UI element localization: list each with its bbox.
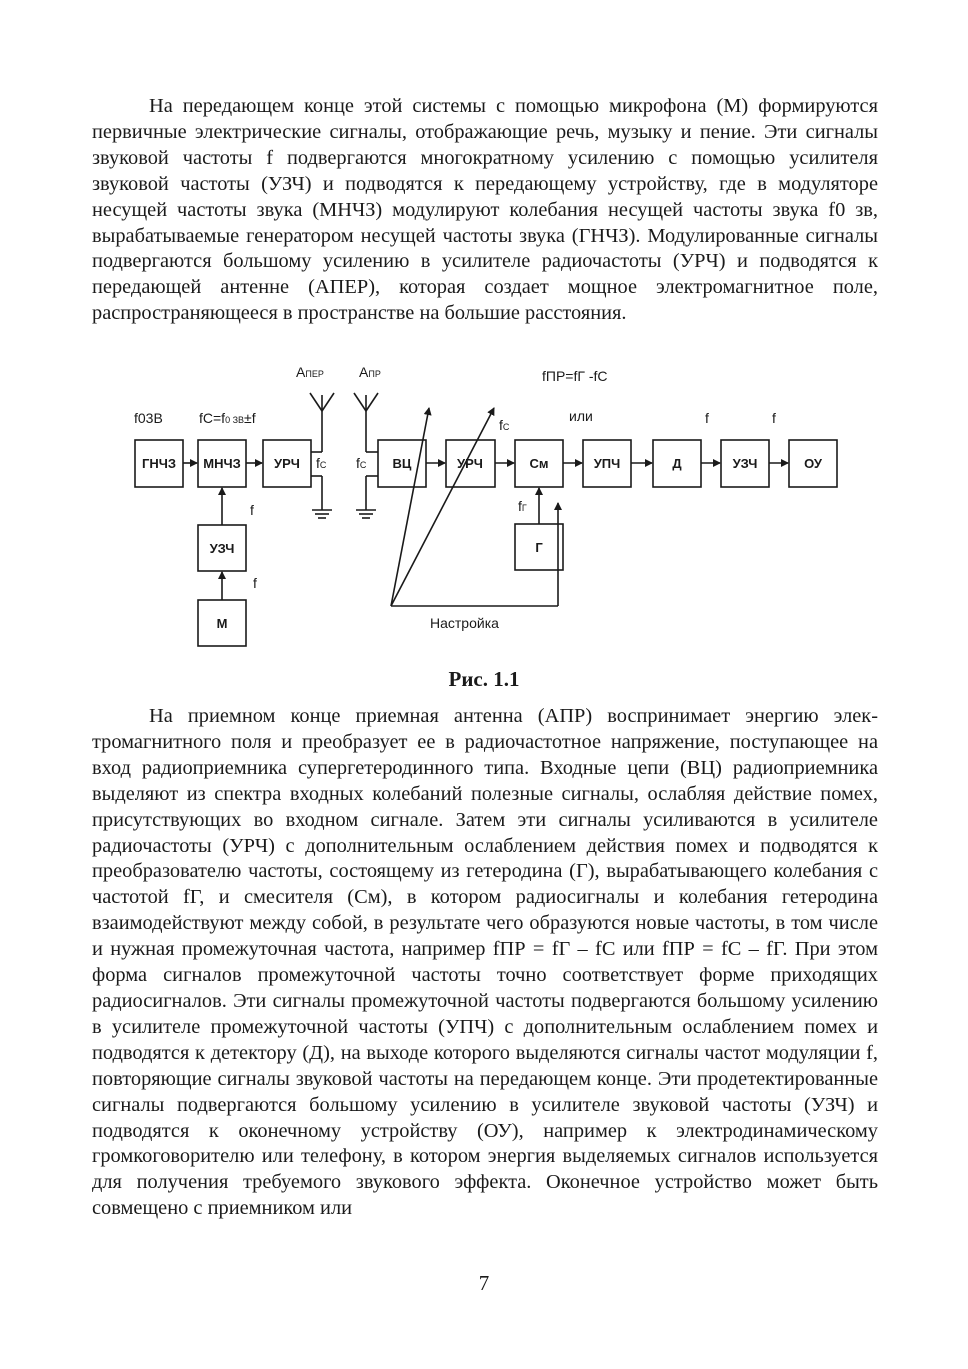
page-number: 7 xyxy=(478,1271,490,1295)
label-fc-formula: fC=f0 ЗВ±f xyxy=(199,410,256,426)
label-ou: ОУ xyxy=(804,456,822,471)
label-urch-rx: УРЧ xyxy=(457,456,483,471)
label-fc-tx: fC xyxy=(316,455,327,471)
paragraph-2-text: На приемном конце приемная антенна (АПР) воспринимает энергию электромагнитного поля и преобразует ее в радиочастотное напряжение, поступающее на вход радиоприемника супергетеродинного типа. Входные цепи (ВЦ) радиоприемника выделяют из спектра входных колебаний полезные сигналы, ослабляя действие помех, присутствующих во входном сигнале. Затем эти сигналы усиливаются в усилителе радиочастоты (УРЧ) с дополнительным ослаблением действия помех и подводятся к преобразователю частоты, состоящему из гетеродина (Г), вырабатывающего колебания с частотой fГ, и смесителя (См), в котором радиосигналы и колебания гетеродина взаимодействуют между собой, в результате чего образуются новые частоты, в том числе и нужная промежуточная частота, например fПР = fГ – fС или fПР = fС – fГ. При этом форма сигналов промежуточной частоты точно соответствует форме приходящих радиосигналов. Эти сигналы промежуточной частоты подвергаются большому усилению в усилителе промежуточной частоты (УПЧ) с дополнительным ослаблением помех и подводятся к детектору (Д), на выходе которого выделяются сигналы частот модуляции f, повторяющие сигналы звуковой частоты на передающем конце. Эти продетектированные сигналы подвергаются большому усилению в усилителе звуковой частоты (УЗЧ) и подводятся к оконечному устройству (ОУ), например к электродинамическому громкоговорителю или телефону, в котором энергия выделяемых сигналов используется для получения требуемого звукового эффекта. Оконечное устройство может быть совмещено с приемником или xyxy=(92,705,878,1220)
paragraph-receiver xyxy=(92,704,878,1222)
label-fpr-formula: fПР=fГ -fС xyxy=(542,368,608,384)
label-mnchz: МНЧЗ xyxy=(203,456,241,471)
paragraph-transmitter xyxy=(92,94,878,327)
label-f-mic: f xyxy=(253,575,257,591)
label-gnchz: ГНЧЗ xyxy=(141,456,177,471)
label-f-uzch: f xyxy=(772,410,776,426)
paragraph-1-text: На передающем конце этой системы с помощью микрофона (М) формируются первичные электрические сигналы, отображающие речь, музыку и пение. Эти сигналы звуковой частоты f подвергаются многократному усилению с помощью усилителя звуковой частоты (УЗЧ) и подводятся к передающему устройству, где в модуляторе несущей частоты звука (МНЧЗ) модулируют колебания несущей частоты звука f0 зв, вырабатываемые генератором несущей частоты звука (ГНЧЗ). Модулированные сигналы подвергаются большому усилению в усилителе радиочастоты (УРЧ) и подводятся к передающей антенне (АПЕР), которая создает мощное электромагнитное поле, распространяющееся в пространстве на большие расстояния. xyxy=(92,95,878,325)
label-fg: fГ xyxy=(518,498,527,514)
label-f-uzch-tx: f xyxy=(250,502,254,518)
label-urch-tx: УРЧ xyxy=(274,456,300,471)
label-fc-arrow: fC xyxy=(499,417,510,433)
label-f0zv: f03В xyxy=(134,410,163,426)
label-fc-rx: fC xyxy=(356,455,367,471)
label-g: Г xyxy=(535,540,543,555)
label-antenna-tx: АПЕР xyxy=(296,364,324,380)
label-uzch-tx: УЗЧ xyxy=(209,541,235,556)
label-mic: М xyxy=(216,616,228,631)
label-antenna-rx: АПР xyxy=(359,364,381,380)
label-f-upch: f xyxy=(705,410,709,426)
label-sm: См xyxy=(529,456,549,471)
label-vc: ВЦ xyxy=(392,456,412,471)
label-uzch-rx: УЗЧ xyxy=(732,456,758,471)
label-upch: УПЧ xyxy=(593,456,621,471)
label-nastroika: Настройка xyxy=(430,615,499,631)
label-ili: или xyxy=(569,408,593,424)
block-diagram xyxy=(0,355,968,655)
figure-caption: Рис. 1.1 xyxy=(448,667,520,691)
label-d: Д xyxy=(672,456,682,471)
